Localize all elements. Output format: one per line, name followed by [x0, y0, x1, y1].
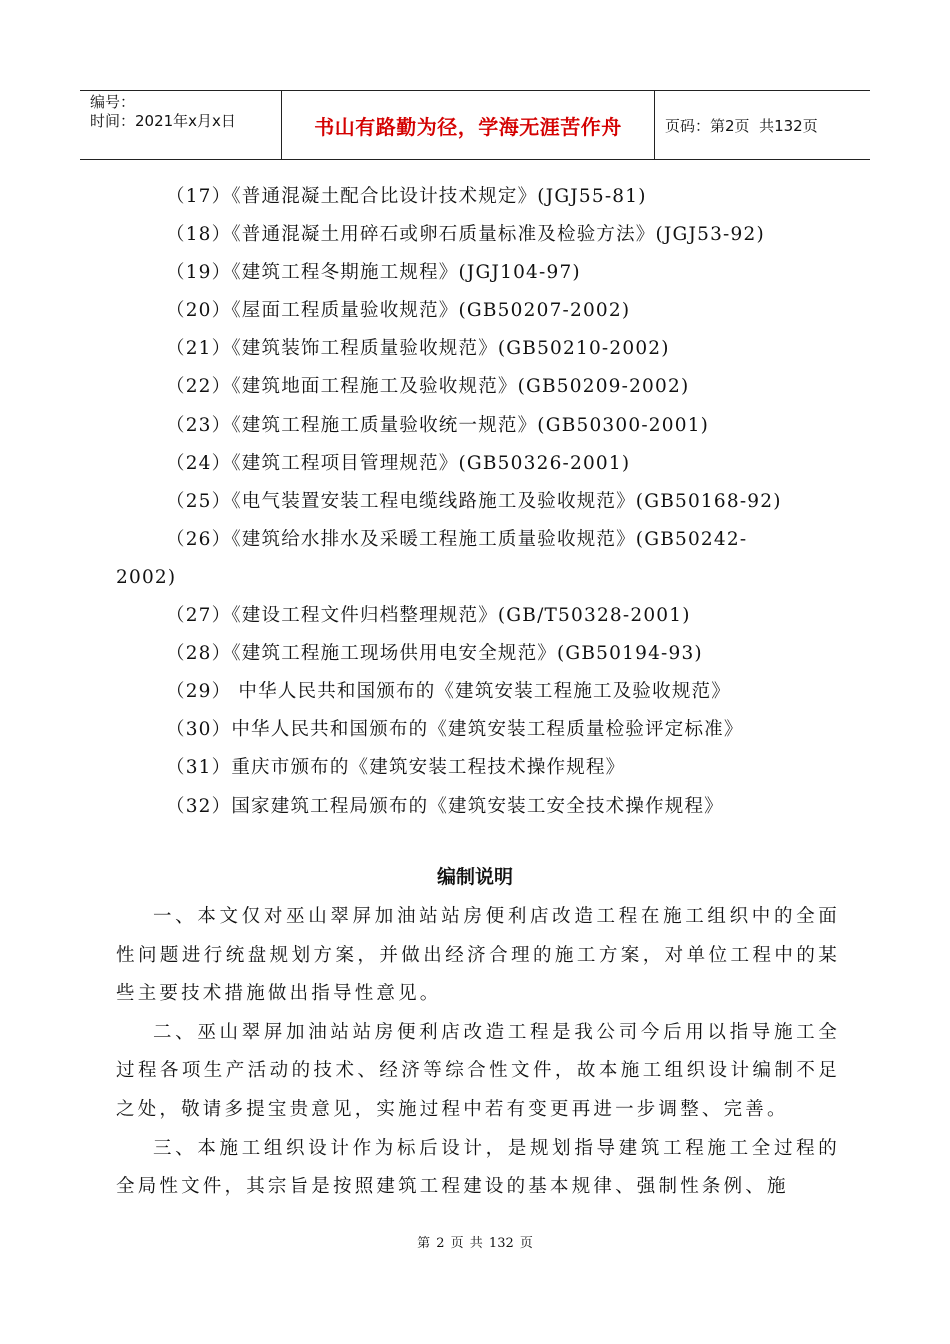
reference-item: （29） 中华人民共和国颁布的《建筑安装工程施工及验收规范》	[166, 681, 731, 703]
reference-item: （19）《建筑工程冬期施工规程》(JGJ104-97)	[166, 262, 581, 284]
reference-item: （31）重庆市颁布的《建筑安装工程技术操作规程》	[166, 757, 626, 779]
header-meta	[80, 91, 282, 159]
paragraph: 三、本施工组织设计作为标后设计，是规划指导建筑工程施工全过程的全局性文件，其宗旨是按照建筑工程建设的基本规律、强制性条例、施	[116, 1137, 840, 1198]
reference-item: （26）《建筑给水排水及采暖工程施工质量验收规范》(GB50242-	[166, 528, 748, 550]
reference-item-continuation: 2002)	[116, 566, 177, 588]
page-header	[80, 90, 870, 160]
page-footer: 第 2 页 共 132 页	[417, 1236, 533, 1251]
paragraph: 二、巫山翠屏加油站站房便利店改造工程是我公司今后用以指导施工全过程各项生产活动的技术、经济等综合性文件，故本施工组织设计编制不足之处，敬请多提宝贵意见，实施过程中若有变更再进一步调整、完善。	[116, 1021, 840, 1120]
reference-item: （22）《建筑地面工程施工及验收规范》(GB50209-2002)	[166, 376, 690, 398]
time-label: 时间：2021年x月x日	[90, 112, 236, 130]
serial-label: 编号：	[90, 93, 136, 111]
header-page-info	[655, 91, 870, 159]
reference-item: （32）国家建筑工程局颁布的《建筑安装工安全技术操作规程》	[166, 795, 724, 817]
reference-item: （30）中华人民共和国颁布的《建筑安装工程质量检验评定标准》	[166, 719, 744, 741]
body-text	[116, 898, 840, 1207]
paragraph: 一、本文仅对巫山翠屏加油站站房便利店改造工程在施工组织中的全面性问题进行统盘规划方案，并做出经济合理的施工方案，对单位工程中的某些主要技术措施做出指导性意见。	[116, 906, 840, 1005]
section-title: 编制说明	[436, 866, 513, 888]
reference-item: （21）《建筑装饰工程质量验收规范》(GB50210-2002)	[166, 338, 670, 360]
reference-item: （27）《建设工程文件归档整理规范》(GB/T50328-2001)	[166, 605, 691, 627]
page-info-text: 页码：第2页 共132页	[665, 116, 818, 135]
reference-item: （28）《建筑工程施工现场供用电安全规范》(GB50194-93)	[166, 643, 703, 665]
reference-item: （23）《建筑工程施工质量验收统一规范》(GB50300-2001)	[166, 414, 710, 436]
reference-item: （17）《普通混凝土配合比设计技术规定》(JGJ55-81)	[166, 186, 647, 207]
reference-item: （18）《普通混凝土用碎石或卵石质量标准及检验方法》(JGJ53-92)	[166, 224, 765, 246]
header-motto: 书山有路勤为径，学海无涯苦作舟	[282, 91, 655, 159]
reference-item: （20）《屋面工程质量验收规范》(GB50207-2002)	[166, 300, 631, 322]
reference-item: （25）《电气装置安装工程电缆线路施工及验收规范》(GB50168-92)	[166, 490, 782, 512]
reference-item: （24）《建筑工程项目管理规范》(GB50326-2001)	[166, 452, 631, 474]
reference-list	[116, 178, 846, 826]
